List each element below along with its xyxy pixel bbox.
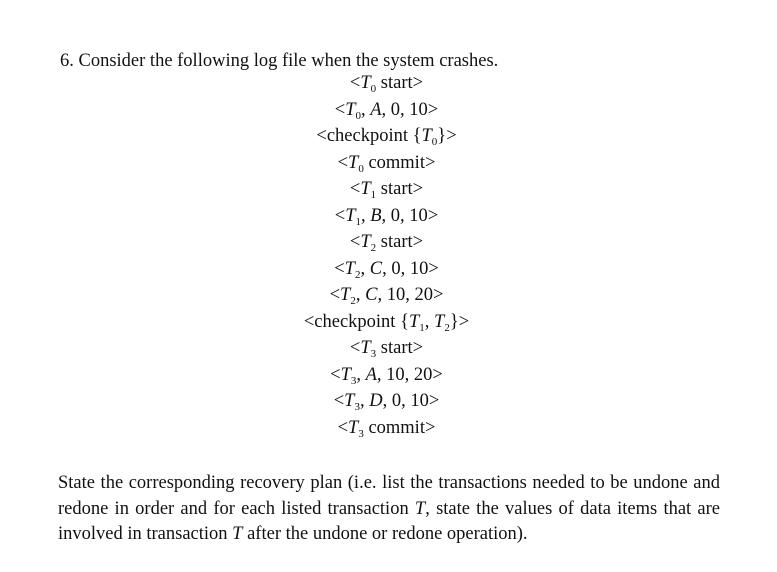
- transaction-letter: T: [345, 205, 356, 226]
- transaction-symbol: [340, 285, 356, 305]
- log-entry-update: $<T_2$, C, 0, 10>: [334, 258, 439, 281]
- transaction-symbol: [348, 418, 364, 438]
- transaction-letter: T: [348, 152, 359, 173]
- old-value: 0: [391, 258, 401, 279]
- transaction-index: 0: [358, 162, 364, 175]
- log-entry-start: $<T_2$ start>: [349, 232, 424, 254]
- transaction-letter: T: [360, 73, 371, 93]
- transaction-letter: T: [348, 417, 359, 438]
- question-number: 6.: [60, 51, 74, 71]
- log-keyword: start: [380, 232, 413, 252]
- data-item: C: [365, 285, 378, 305]
- log-entry-update: $<T_3$, D, 0, 10>: [333, 391, 440, 413]
- transaction-index: 1: [419, 321, 425, 334]
- new-value: 10: [409, 99, 428, 120]
- transaction-letter: T: [345, 99, 356, 120]
- transaction-symbol: [345, 206, 361, 226]
- old-value: 10: [386, 285, 406, 305]
- transaction-index: 0: [355, 109, 361, 122]
- transaction-symbol: [434, 312, 450, 332]
- transaction-symbol: [348, 153, 364, 173]
- transaction-letter: T: [360, 232, 371, 252]
- new-value: 10: [409, 258, 429, 279]
- transaction-symbol: [345, 100, 361, 120]
- transaction-symbol: [360, 232, 376, 252]
- transaction-index: 3: [354, 401, 360, 413]
- instruction-text-2: , state the values of data items that are involved in transaction: [58, 498, 720, 544]
- transaction-index: 0: [431, 136, 438, 148]
- transaction-letter: T: [434, 311, 445, 332]
- new-value: 10: [410, 391, 429, 411]
- transaction-index: 3: [350, 374, 357, 387]
- transaction-symbol: [341, 365, 357, 385]
- transaction-index: 2: [354, 268, 361, 281]
- transaction-letter: T: [360, 179, 371, 199]
- transaction-index: 1: [355, 215, 361, 228]
- data-item: C: [369, 258, 383, 279]
- instruction-paragraph: [58, 471, 720, 548]
- log-keyword: checkpoint: [326, 126, 408, 146]
- transaction-index: 2: [370, 242, 377, 254]
- old-value: 0: [390, 99, 401, 120]
- instruction-var-t-1: T: [414, 498, 426, 519]
- log-keyword: start: [380, 338, 413, 358]
- log-entry-checkpoint: <checkpoint $\{T_0\}>$: [316, 126, 457, 148]
- new-value: 20: [414, 285, 433, 305]
- log-entry-update: $<T_0$, A, 0, 10>: [334, 99, 439, 122]
- transaction-symbol: [422, 126, 438, 146]
- new-value: 10: [409, 205, 428, 226]
- transaction-index: 1: [370, 189, 377, 201]
- old-value: 10: [386, 364, 405, 385]
- log-entry-start: $<T_0$ start>: [349, 73, 424, 95]
- transaction-symbol: [360, 73, 376, 93]
- transaction-index: 2: [350, 295, 356, 307]
- transaction-letter: T: [344, 391, 355, 411]
- log-entry-update: $<T_2$, C, 10, 20>: [329, 285, 444, 307]
- transaction-letter: T: [340, 364, 351, 385]
- log-entry-commit: $<T_0$ commit>: [337, 152, 436, 175]
- transaction-symbol: [345, 259, 361, 279]
- transaction-letter: T: [408, 311, 420, 332]
- transaction-letter: T: [344, 258, 355, 279]
- new-value: 20: [413, 364, 433, 385]
- instruction-text-1: State the corresponding recovery plan (i.e. list the transactions needed to be undone and redone in order and for each listed transaction: [58, 473, 720, 519]
- transaction-index: 2: [444, 321, 450, 334]
- transaction-index: 3: [358, 427, 364, 440]
- data-item: D: [369, 391, 383, 411]
- transaction-index: 0: [370, 83, 377, 95]
- log-keyword: start: [380, 179, 413, 199]
- transaction-letter: T: [421, 126, 432, 146]
- log-keyword: commit: [368, 417, 425, 438]
- log-entry-commit: $<T_3$ commit>: [337, 417, 436, 440]
- data-item: A: [365, 364, 377, 385]
- log-entry-update: $<T_1$, B, 0, 10>: [334, 205, 439, 228]
- transaction-symbol: [344, 391, 360, 411]
- transaction-letter: T: [360, 338, 371, 358]
- log-entry-update: $<T_3$, A, 10, 20>: [330, 364, 443, 387]
- transaction-letter: T: [340, 285, 351, 305]
- log-entry-start: $<T_3$ start>: [349, 338, 424, 360]
- old-value: 0: [391, 391, 402, 411]
- transaction-symbol: [360, 179, 376, 199]
- question-text: Consider the following log file when the system crashes.: [78, 51, 499, 71]
- transaction-symbol: [360, 338, 376, 358]
- log-entry-checkpoint: <checkpoint {$T_1$, $T_2\}>$: [303, 311, 470, 334]
- old-value: 0: [390, 205, 401, 226]
- data-item: B: [370, 205, 382, 226]
- transaction-symbol: [409, 312, 425, 332]
- log-entry-start: $<T_1$ start>: [349, 179, 424, 201]
- instruction-var-t-2: T: [232, 524, 243, 544]
- log-keyword: commit: [368, 152, 425, 173]
- log-keyword: checkpoint: [314, 311, 396, 332]
- instruction-text-3: after the undone or redone operation).: [242, 524, 528, 544]
- log-file: [0, 70, 777, 441]
- data-item: A: [370, 99, 382, 120]
- log-keyword: start: [380, 73, 413, 93]
- transaction-index: 3: [370, 348, 377, 360]
